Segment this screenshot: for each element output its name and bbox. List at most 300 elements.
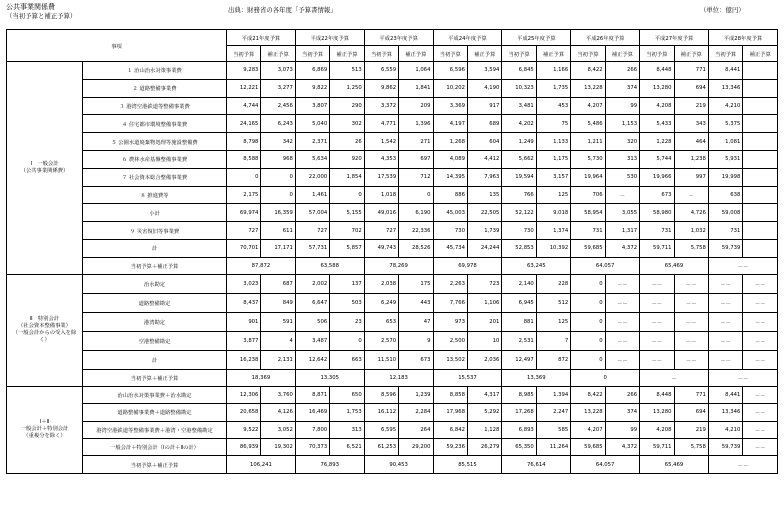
total-value: －－ (708, 456, 777, 473)
value-cell: 4 (261, 331, 295, 350)
row-label: １ 治山治水対策事業費 (83, 62, 227, 80)
value-cell: －－ (640, 331, 674, 350)
value-cell: 0 (261, 186, 295, 204)
value-cell (743, 186, 778, 204)
value-cell: 4,208 (640, 97, 674, 115)
table-row (7, 168, 778, 186)
value-cell: 10 (467, 331, 501, 350)
value-cell: 70,373 (295, 438, 329, 455)
value-cell: 8,441 (708, 62, 742, 80)
value-cell: 8,798 (227, 133, 261, 151)
value-cell: 7,766 (433, 293, 467, 312)
value-cell: －－ (640, 312, 674, 331)
table-row (7, 150, 778, 168)
value-cell: －－ (743, 331, 778, 350)
value-cell (743, 150, 778, 168)
value-cell: 585 (536, 421, 570, 438)
total-value: 63,245 (502, 257, 571, 274)
total-value: 90,453 (364, 456, 433, 473)
value-cell: 13,228 (571, 404, 605, 421)
value-cell: 673 (399, 350, 433, 369)
value-cell: 59,685 (571, 438, 605, 455)
value-cell: 19,964 (571, 168, 605, 186)
value-cell: 99 (605, 421, 639, 438)
value-cell: 2,263 (433, 274, 467, 293)
value-cell: 968 (261, 150, 295, 168)
total-value: 13,305 (295, 369, 364, 386)
value-cell: 1,249 (502, 133, 536, 151)
value-cell: 5,433 (640, 115, 674, 133)
value-cell: 4,317 (467, 386, 501, 403)
value-cell: 0 (330, 186, 364, 204)
value-cell: 266 (605, 386, 639, 403)
group-label: Ⅱ 特別会計 （社会資本整備事業） （一般会計からの受入を除く） (7, 274, 83, 386)
value-cell: 266 (605, 62, 639, 80)
value-cell: 6,845 (502, 62, 536, 80)
value-cell: 9,862 (364, 79, 398, 97)
row-label: ７ 社会資本総合整備事業費 (83, 168, 227, 186)
value-cell: 727 (227, 222, 261, 240)
value-cell: 6,842 (433, 421, 467, 438)
supplementary-budget-header: 補正予算 (536, 46, 570, 62)
table-row (7, 421, 778, 438)
value-cell: 901 (227, 312, 261, 331)
value-cell: 4,197 (433, 115, 467, 133)
value-cell: 4,126 (261, 404, 295, 421)
value-cell: 1,106 (467, 293, 501, 312)
value-cell: 8,871 (295, 386, 329, 403)
value-cell: 175 (399, 274, 433, 293)
row-label: ８ 推進費等 (83, 186, 227, 204)
row-label: 港湾勘定 (83, 312, 227, 331)
value-cell: 16,359 (261, 204, 295, 222)
row-label: 小計 (83, 204, 227, 222)
value-cell: 5,155 (330, 204, 364, 222)
value-cell: 2,140 (502, 274, 536, 293)
value-cell: 8,422 (571, 386, 605, 403)
value-cell: 19,966 (640, 168, 674, 186)
table-row (7, 97, 778, 115)
value-cell: 3,055 (605, 204, 639, 222)
row-label: 一般会計＋特別会計（Ⅰの計＋Ⅱの計） (83, 438, 227, 455)
value-cell: 1,841 (399, 79, 433, 97)
row-label: ２ 道路整備事業費 (83, 79, 227, 97)
value-cell: 313 (330, 421, 364, 438)
value-cell: 4,744 (227, 97, 261, 115)
value-cell: 12,306 (227, 386, 261, 403)
value-cell: 3,277 (261, 79, 295, 97)
value-cell: 453 (536, 97, 570, 115)
value-cell: 730 (433, 222, 467, 240)
value-cell: 3,481 (502, 97, 536, 115)
row-label: 道路整備勘定 (83, 293, 227, 312)
value-cell: 11,264 (536, 438, 570, 455)
value-cell: 342 (261, 133, 295, 151)
value-cell: 12,497 (502, 350, 536, 369)
group-label: Ⅰ 一般会計 （公共事業関係費） (7, 62, 83, 275)
initial-budget-header: 当初予算 (502, 46, 536, 62)
value-cell: 766 (502, 186, 536, 204)
value-cell: 1,032 (674, 222, 708, 240)
value-cell: 8,985 (502, 386, 536, 403)
total-label: 当初予算＋補正予算 (83, 369, 227, 386)
value-cell: 9,822 (295, 79, 329, 97)
year-header: 平成27年度予算 (640, 30, 709, 46)
value-cell: 22,336 (399, 222, 433, 240)
year-header: 平成24年度予算 (433, 30, 502, 46)
value-cell: 731 (708, 222, 742, 240)
value-cell: －－ (674, 274, 708, 293)
value-cell: 7 (536, 331, 570, 350)
total-value: 0 (571, 369, 640, 386)
value-cell: 26,279 (467, 438, 501, 455)
value-cell: 4,210 (708, 421, 742, 438)
value-cell: 59,685 (571, 239, 605, 257)
value-cell: 4,190 (467, 79, 501, 97)
supplementary-budget-header: 補正予算 (605, 46, 639, 62)
value-cell: 47 (399, 312, 433, 331)
value-cell: 2,531 (502, 331, 536, 350)
value-cell: 464 (674, 133, 708, 151)
value-cell: －－ (640, 293, 674, 312)
row-label: 計 (83, 239, 227, 257)
value-cell: 650 (330, 386, 364, 403)
value-cell: 19,302 (261, 438, 295, 455)
value-cell: 2,002 (295, 274, 329, 293)
value-cell: 201 (467, 312, 501, 331)
value-cell: 2,456 (261, 97, 295, 115)
value-cell: －－ (708, 312, 742, 331)
value-cell: 0 (227, 168, 261, 186)
value-cell (743, 115, 778, 133)
value-cell: 209 (399, 97, 433, 115)
group-label: Ⅰ＋Ⅱ 一般会計＋特別会計 （重複分を除く） (7, 386, 83, 473)
value-cell: 9,018 (536, 204, 570, 222)
value-cell: 920 (330, 150, 364, 168)
table-row (7, 350, 778, 369)
total-value: 85,515 (433, 456, 502, 473)
value-cell: 135 (467, 186, 501, 204)
value-cell: 723 (467, 274, 501, 293)
value-cell: 6,596 (433, 62, 467, 80)
value-cell: 219 (674, 97, 708, 115)
value-cell: － (605, 186, 639, 204)
total-value: 63,588 (295, 257, 364, 274)
value-cell: 59,236 (433, 438, 467, 455)
value-cell: 313 (605, 150, 639, 168)
value-cell: －－ (708, 274, 742, 293)
value-cell: 0 (261, 168, 295, 186)
value-cell: 0 (571, 274, 605, 293)
total-value: 76,614 (502, 456, 571, 473)
value-cell: 5,758 (674, 239, 708, 257)
value-cell: 1,374 (536, 222, 570, 240)
value-cell: 611 (261, 222, 295, 240)
initial-budget-header: 当初予算 (364, 46, 398, 62)
value-cell: 374 (605, 404, 639, 421)
value-cell: 2,500 (433, 331, 467, 350)
value-cell: 3,760 (261, 386, 295, 403)
value-cell: 503 (330, 293, 364, 312)
row-label: 港湾空港鉄道等整備事業費＋港湾・空港整備勘定 (83, 421, 227, 438)
value-cell: 49,743 (364, 239, 398, 257)
budget-table (6, 29, 778, 474)
total-row (7, 257, 778, 274)
value-cell: 23 (330, 312, 364, 331)
value-cell: 49,016 (364, 204, 398, 222)
value-cell: 45,003 (433, 204, 467, 222)
value-cell: －－ (605, 312, 639, 331)
value-cell: 8,422 (571, 62, 605, 80)
value-cell: 0 (571, 312, 605, 331)
value-cell: －－ (605, 293, 639, 312)
value-cell: 4,353 (364, 150, 398, 168)
value-cell: 694 (674, 79, 708, 97)
value-cell: －－ (743, 438, 778, 455)
budget-table-wrapper (6, 29, 778, 474)
value-cell: 5,730 (571, 150, 605, 168)
value-cell: 137 (330, 274, 364, 293)
value-cell: －－ (605, 274, 639, 293)
value-cell: 2,038 (364, 274, 398, 293)
value-cell: 6,190 (399, 204, 433, 222)
total-value: 69,978 (433, 257, 502, 274)
value-cell: 712 (399, 168, 433, 186)
total-label: 当初予算＋補正予算 (83, 257, 227, 274)
value-cell: 3,369 (433, 97, 467, 115)
value-cell: 1,753 (330, 404, 364, 421)
value-cell (743, 62, 778, 80)
value-cell: 11,510 (364, 350, 398, 369)
value-cell: 320 (605, 133, 639, 151)
table-row (7, 204, 778, 222)
total-value: － (640, 369, 709, 386)
value-cell: 58,980 (640, 204, 674, 222)
value-cell: 13,346 (708, 404, 742, 421)
value-cell: 228 (536, 274, 570, 293)
value-cell: 3,594 (467, 62, 501, 80)
value-cell: 1,396 (399, 115, 433, 133)
value-cell: 6,945 (502, 293, 536, 312)
value-cell: 3,372 (364, 97, 398, 115)
row-label: ６ 農林水産基盤整備事業費 (83, 150, 227, 168)
value-cell: 26 (330, 133, 364, 151)
value-cell: －－ (640, 274, 674, 293)
value-cell: 6,521 (330, 438, 364, 455)
value-cell: 57,731 (295, 239, 329, 257)
value-cell: 917 (467, 97, 501, 115)
value-cell: 872 (536, 350, 570, 369)
value-cell: 24,165 (227, 115, 261, 133)
value-cell: 771 (674, 386, 708, 403)
value-cell: 8,448 (640, 62, 674, 80)
total-value: 18,369 (227, 369, 296, 386)
value-cell: 7,963 (467, 168, 501, 186)
value-cell: 59,739 (708, 239, 742, 257)
value-cell: 1,211 (571, 133, 605, 151)
value-cell: 702 (330, 222, 364, 240)
value-cell: －－ (743, 404, 778, 421)
value-cell: －－ (743, 421, 778, 438)
total-value: 64,057 (571, 257, 640, 274)
value-cell: 343 (674, 115, 708, 133)
total-value: 106,241 (227, 456, 296, 473)
value-cell: 6,559 (364, 62, 398, 80)
value-cell: 10,323 (502, 79, 536, 97)
value-cell: 4,372 (605, 438, 639, 455)
value-cell: 5,662 (502, 150, 536, 168)
total-label: 当初予算＋補正予算 (83, 456, 227, 473)
value-cell: 687 (261, 274, 295, 293)
year-header: 平成23年度予算 (364, 30, 433, 46)
value-cell: 689 (467, 115, 501, 133)
value-cell: 125 (536, 186, 570, 204)
value-cell: 513 (330, 62, 364, 80)
value-cell: 6,869 (295, 62, 329, 80)
value-cell: 374 (605, 79, 639, 97)
value-cell: 886 (433, 186, 467, 204)
value-cell: 5,931 (708, 150, 742, 168)
supplementary-budget-header: 補正予算 (261, 46, 295, 62)
value-cell: －－ (743, 312, 778, 331)
value-cell: 86,939 (227, 438, 261, 455)
value-cell (743, 133, 778, 151)
value-cell: 8,437 (227, 293, 261, 312)
value-cell: 731 (571, 222, 605, 240)
value-cell: 8,441 (708, 386, 742, 403)
value-cell: －－ (605, 331, 639, 350)
value-cell: 6,243 (261, 115, 295, 133)
value-cell: 2,175 (227, 186, 261, 204)
value-cell: 13,346 (708, 79, 742, 97)
value-cell: 653 (364, 312, 398, 331)
value-cell: 1,461 (295, 186, 329, 204)
year-header: 平成25年度予算 (502, 30, 571, 46)
table-row (7, 404, 778, 421)
year-header: 平成22年度予算 (295, 30, 364, 46)
value-cell: 5,857 (330, 239, 364, 257)
value-cell: 70,701 (227, 239, 261, 257)
value-cell: 7,800 (295, 421, 329, 438)
value-cell: 506 (295, 312, 329, 331)
value-cell: 2,131 (261, 350, 295, 369)
value-cell: 61,253 (364, 438, 398, 455)
value-cell: 530 (605, 168, 639, 186)
value-cell: 1,133 (536, 133, 570, 151)
total-row (7, 456, 778, 473)
value-cell: 6,249 (364, 293, 398, 312)
value-cell: －－ (674, 350, 708, 369)
initial-budget-header: 当初予算 (640, 46, 674, 62)
value-cell: 4,089 (433, 150, 467, 168)
value-cell: 65,350 (502, 438, 536, 455)
value-cell: － (674, 186, 708, 204)
value-cell: 3,877 (227, 331, 261, 350)
initial-budget-header: 当初予算 (433, 46, 467, 62)
value-cell: 1,081 (708, 133, 742, 151)
row-label: 道路整備事業費＋道路整備勘定 (83, 404, 227, 421)
value-cell: 17,268 (502, 404, 536, 421)
value-cell: －－ (743, 350, 778, 369)
table-row (7, 386, 778, 403)
value-cell: 5,744 (640, 150, 674, 168)
value-cell: 5,758 (674, 438, 708, 455)
value-cell: 591 (261, 312, 295, 331)
value-cell: 6,595 (364, 421, 398, 438)
value-cell: 1,238 (674, 150, 708, 168)
value-cell: 4,726 (674, 204, 708, 222)
value-cell: 1,268 (433, 133, 467, 151)
row-label: 計 (83, 350, 227, 369)
value-cell: 13,502 (433, 350, 467, 369)
row-label: 空港整備勘定 (83, 331, 227, 350)
value-cell: 4,412 (467, 150, 501, 168)
value-cell: 1,542 (364, 133, 398, 151)
value-cell: 17,968 (433, 404, 467, 421)
value-cell: 4,207 (571, 97, 605, 115)
initial-budget-header: 当初予算 (571, 46, 605, 62)
value-cell: 17,539 (364, 168, 398, 186)
value-cell: 52,853 (502, 239, 536, 257)
value-cell: 3,023 (227, 274, 261, 293)
value-cell: 3,807 (295, 97, 329, 115)
unit-note: （単位：億円） (700, 6, 745, 14)
value-cell: 28,526 (399, 239, 433, 257)
year-header: 平成26年度予算 (571, 30, 640, 46)
initial-budget-header: 当初予算 (227, 46, 261, 62)
value-cell: 14,395 (433, 168, 467, 186)
value-cell: 16,112 (364, 404, 398, 421)
value-cell: 2,284 (399, 404, 433, 421)
total-value: 76,893 (295, 456, 364, 473)
row-label: ５ 公園水道廃棄物処理等施設整備費 (83, 133, 227, 151)
value-cell: 5,040 (295, 115, 329, 133)
value-cell: 0 (330, 331, 364, 350)
total-value: 65,469 (640, 456, 709, 473)
value-cell: 2,371 (295, 133, 329, 151)
value-cell: 69,974 (227, 204, 261, 222)
value-cell: 59,739 (708, 438, 742, 455)
value-cell: 3,073 (261, 62, 295, 80)
value-cell: 1,239 (399, 386, 433, 403)
value-cell: 5,292 (467, 404, 501, 421)
value-cell: 8,588 (227, 150, 261, 168)
value-cell: 771 (674, 62, 708, 80)
value-cell: 727 (295, 222, 329, 240)
value-cell: 997 (674, 168, 708, 186)
value-cell: 264 (399, 421, 433, 438)
value-cell: 59,711 (640, 438, 674, 455)
value-cell: 16,238 (227, 350, 261, 369)
value-cell: 219 (674, 421, 708, 438)
value-cell: 0 (571, 331, 605, 350)
value-cell: 4,771 (364, 115, 398, 133)
value-cell: 6,893 (502, 421, 536, 438)
value-cell: 1,153 (605, 115, 639, 133)
value-cell (743, 79, 778, 97)
value-cell: 512 (536, 293, 570, 312)
value-cell: 663 (330, 350, 364, 369)
value-cell: －－ (708, 331, 742, 350)
value-cell: 13,280 (640, 404, 674, 421)
value-cell: 443 (399, 293, 433, 312)
value-cell: 706 (571, 186, 605, 204)
supplementary-budget-header: 補正予算 (330, 46, 364, 62)
value-cell: 4,210 (708, 97, 742, 115)
value-cell: 12,221 (227, 79, 261, 97)
value-cell: 9 (399, 331, 433, 350)
value-cell: 8,596 (364, 386, 398, 403)
